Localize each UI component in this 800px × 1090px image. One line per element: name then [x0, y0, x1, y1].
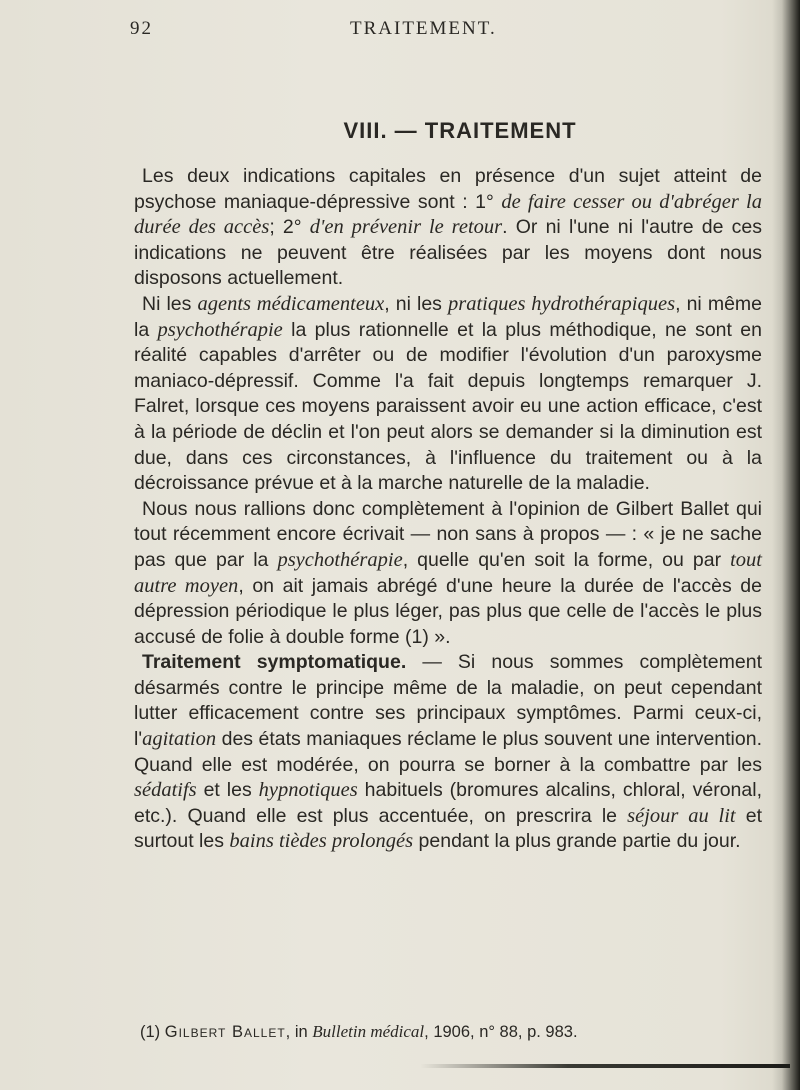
- running-title: TRAITEMENT.: [350, 18, 497, 39]
- paragraph: [134, 292, 762, 497]
- page-edge-shadow: [772, 0, 800, 1090]
- text-run: ; 2°: [269, 216, 310, 239]
- italic-run: séjour au lit: [627, 804, 736, 827]
- italic-run: pratiques hydrothérapiques: [448, 292, 676, 315]
- footnote: [140, 1022, 760, 1042]
- italic-run: bains tièdes prolongés: [229, 830, 414, 853]
- text-run: et surtout les: [134, 804, 762, 853]
- text-run: la plus rationnelle et la plus méthodique, ne sont en réalité capables d'arrêter ou de modifier l'évolution d'un paroxysme maniaco-dépressif. Comme l'a fait depuis longtemps remarquer J. Falret, lorsque ces moyens paraissent avoir eu une action efficace, c'est à la période de déclin et l'on peut alors se demander si la diminution est due, dans ces circonstances, à l'influence du traitement ou à la décroissance prévue et à la marche naturelle de la maladie.: [134, 318, 762, 495]
- text-run: , on ait jamais abrégé d'une heure la durée de l'accès de dépression périodique le plus léger, pas plus que celle de l'accès le plus accusé de folie à double forme (1) ».: [134, 574, 762, 648]
- text-run: , ni les: [384, 292, 448, 315]
- body-text: [134, 164, 762, 855]
- text-run: habituels (bromures alcalins, chloral, véronal, etc.). Quand elle est plus accentuée, on prescrira le: [134, 779, 762, 827]
- italic-run: de faire cesser ou d'abréger la durée des accès: [134, 190, 762, 239]
- text-run: , quelle qu'en soit la forme, ou par: [402, 548, 731, 571]
- page-number: 92: [130, 18, 153, 39]
- text-run: pendant la plus grande partie du jour.: [413, 830, 741, 853]
- chapter-title: VIII. — TRAITEMENT: [343, 118, 577, 143]
- text-run: . Or ni l'une ni l'autre de ces indications ne peuvent être réalisées par les moyens dont nous disposons actuellement.: [134, 216, 762, 290]
- italic-run: tout autre moyen: [134, 548, 762, 597]
- text-run: des états maniaques réclame le plus souvent une intervention. Quand elle est modérée, on pourra se borner à la combattre par les: [134, 728, 762, 776]
- italic-run: psychothérapie: [277, 548, 403, 571]
- italic-run: hypnotiques: [258, 779, 358, 802]
- italic-run: sédatifs: [134, 779, 197, 802]
- text-run: , in: [285, 1023, 313, 1041]
- italic-run: agents médicamenteux: [197, 292, 385, 315]
- text-run: Nous nous rallions donc complètement à l'opinion de Gilbert Ballet qui tout récemment encore écrivait — non sans à propos — : « je ne sache pas que par la: [134, 497, 762, 571]
- text-run: , ni même la: [134, 292, 762, 341]
- paragraph: [134, 497, 762, 651]
- running-head: [130, 18, 770, 46]
- text-run: Les deux indications capitales en présence d'un sujet atteint de psychose maniaque-dépressive sont : 1°: [134, 165, 762, 213]
- paragraph: [134, 164, 762, 292]
- footnote-author: Gilbert Ballet: [164, 1023, 286, 1041]
- paragraph: [134, 650, 762, 855]
- italic-run: psychothérapie: [157, 318, 283, 341]
- text-run: , 1906, n° 88, p. 983.: [424, 1023, 578, 1041]
- italic-run: agitation: [142, 728, 217, 751]
- section-heading: Traitement symptomatique.: [142, 651, 407, 674]
- text-run: et les: [196, 779, 259, 802]
- footnote-marker: (1): [140, 1023, 165, 1041]
- bottom-edge-rule: [420, 1064, 790, 1068]
- italic-run: d'en prévenir le retour: [309, 216, 503, 239]
- footnote-journal: Bulletin médical: [312, 1022, 425, 1041]
- text-run: — Si nous sommes complètement désarmés contre le principe même de la maladie, on peut cependant lutter efficacement contre ses principaux symptômes. Parmi ceux-ci, l': [134, 651, 762, 751]
- text-run: Ni les: [142, 292, 198, 315]
